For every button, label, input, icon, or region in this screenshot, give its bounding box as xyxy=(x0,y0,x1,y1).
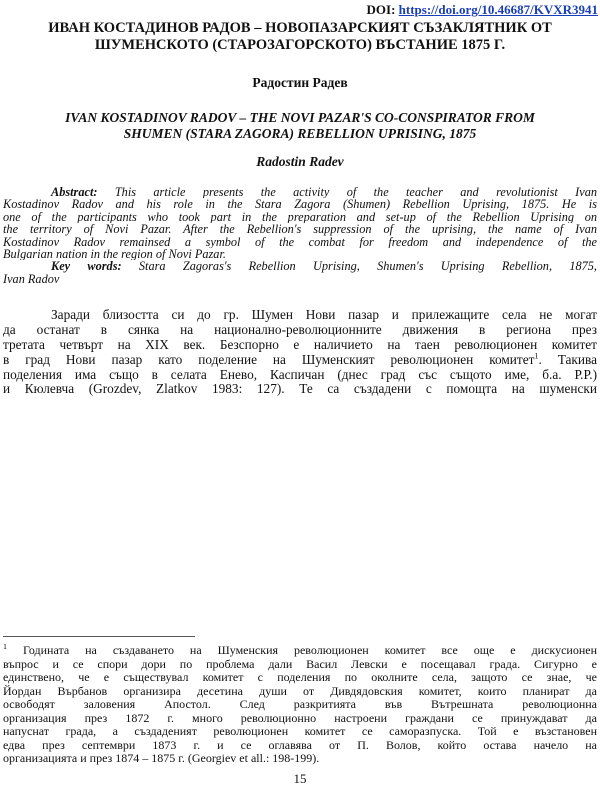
abstract-line xyxy=(3,186,597,198)
body-text-span: . Такива xyxy=(538,352,597,367)
body-text xyxy=(3,308,597,397)
title-bg xyxy=(3,20,597,53)
abstract-text: This article presents the activity of the teacher and revolutionist Ivan xyxy=(97,186,597,199)
body-line: да останат в сянка на национално-революционните движения в региона през xyxy=(3,322,597,337)
page-number: 15 xyxy=(293,771,307,786)
keywords-label: Key words: xyxy=(51,260,122,273)
doi-line xyxy=(367,2,598,18)
doi-label: DOI: xyxy=(366,2,396,17)
footnote-line: организация през 1872 г. много революционно настроени граждани се принуждават да xyxy=(3,711,597,725)
footnote-text: Годината на създаването на Шуменския революционен комитет все още е дискусионен xyxy=(7,644,597,657)
footnote-line: въпрос и се спори дори по проблема дали Васил Левски е посещавал града. Сигурно е xyxy=(3,657,597,671)
abstract-line: the territory of Novi Pazar. After the Rebellion's suppression of the uprising, the name of Ivan xyxy=(3,223,597,236)
abstract-label: Abstract: xyxy=(51,186,98,199)
abstract-line: Kostadinov Radov remainsed a symbol of the combat for freedom and independence of the xyxy=(3,235,597,248)
abstract-line: Bulgarian nation in the region of Novi Pazar. xyxy=(3,247,226,261)
footnote-number: 1 xyxy=(3,644,7,651)
abstract xyxy=(3,186,597,285)
title-en xyxy=(3,110,597,142)
footnote-line: Йордан Върбанов организира десетина души от Дивдядовския комитет, които планират да xyxy=(3,684,597,698)
body-line: Заради близостта си до гр. Шумен Нови пазар и прилежащите села не могат xyxy=(51,308,597,322)
title-en-line: IVAN KOSTADINOV RADOV – THE NOVI PAZAR'S CO-CONSPIRATOR FROM xyxy=(65,110,535,125)
title-bg-line: ШУМЕНСКОТО (СТАРОЗАГОРСКОТО) ВЪСТАНИЕ 1875 Г. xyxy=(94,36,506,53)
footnote-line: освободят заловения Апостол. След разкритията във Вътрешната революционна xyxy=(3,698,597,711)
footnote-line: напуснат града, а създаденият революционен комитет се саморазпуска. Той е възстановен xyxy=(3,725,597,738)
title-en-line: SHUMEN (STARA ZAGORA) REBELLION UPRISING, 1875 xyxy=(123,126,477,141)
keywords-text: Stara Zagoras's Rebellion Uprising, Shumen's Uprising Rebellion, 1875, xyxy=(121,260,597,273)
footnote xyxy=(3,644,597,766)
author-bg: Радостин Радев xyxy=(252,75,348,90)
body-text-span: в град Нови пазар като поделение на Шуменският революционен комитет xyxy=(3,352,535,367)
title-bg-line: ИВАН КОСТАДИНОВ РАДОВ – НОВОПАЗАРСКИЯТ СЪЗАКЛЯТНИК ОТ xyxy=(48,20,552,36)
body-line: третата четвърт на XIX век. Безспорно е наличието на таен революционен комитет xyxy=(3,337,597,352)
footnote-ref[interactable]: 1 xyxy=(534,352,539,361)
footnote-divider xyxy=(3,636,195,637)
abstract-line: one of the participants who took part in the preparation and set-up of the Rebellion Uprising on xyxy=(3,210,597,224)
author-en: Radostin Radev xyxy=(256,154,344,169)
keywords-line: Ivan Radov xyxy=(3,272,60,286)
footnote-line xyxy=(3,644,597,658)
footnote-line: едва през септември 1873 г. и се оглавява от П. Волов, който остава начело на xyxy=(3,738,597,752)
footnote-line: единствено, че е съществувал комитет с поделения по околните села, защото се знае, че xyxy=(3,671,597,684)
doi-link[interactable]: https://doi.org/10.46687/KVXR3941 xyxy=(398,2,598,17)
body-line: и Кюлевча (Grozdev, Zlatkov 1983: 127). Те са създадени с помощта на шуменски xyxy=(3,382,597,397)
body-line: поделения има също в селата Еневo, Каспичан (днес град със същото име, б.а. Р.Р.) xyxy=(3,367,597,382)
abstract-line: Kostadinov Radov and his role in the Stara Zagora (Shumen) Rebellion Uprising, 1875. He is xyxy=(3,198,597,211)
footnote-line: организацията и през 1874 – 1875 г. (Georgiev et all.: 198-199). xyxy=(3,752,320,765)
body-line xyxy=(3,353,597,368)
keywords-line xyxy=(3,260,597,272)
